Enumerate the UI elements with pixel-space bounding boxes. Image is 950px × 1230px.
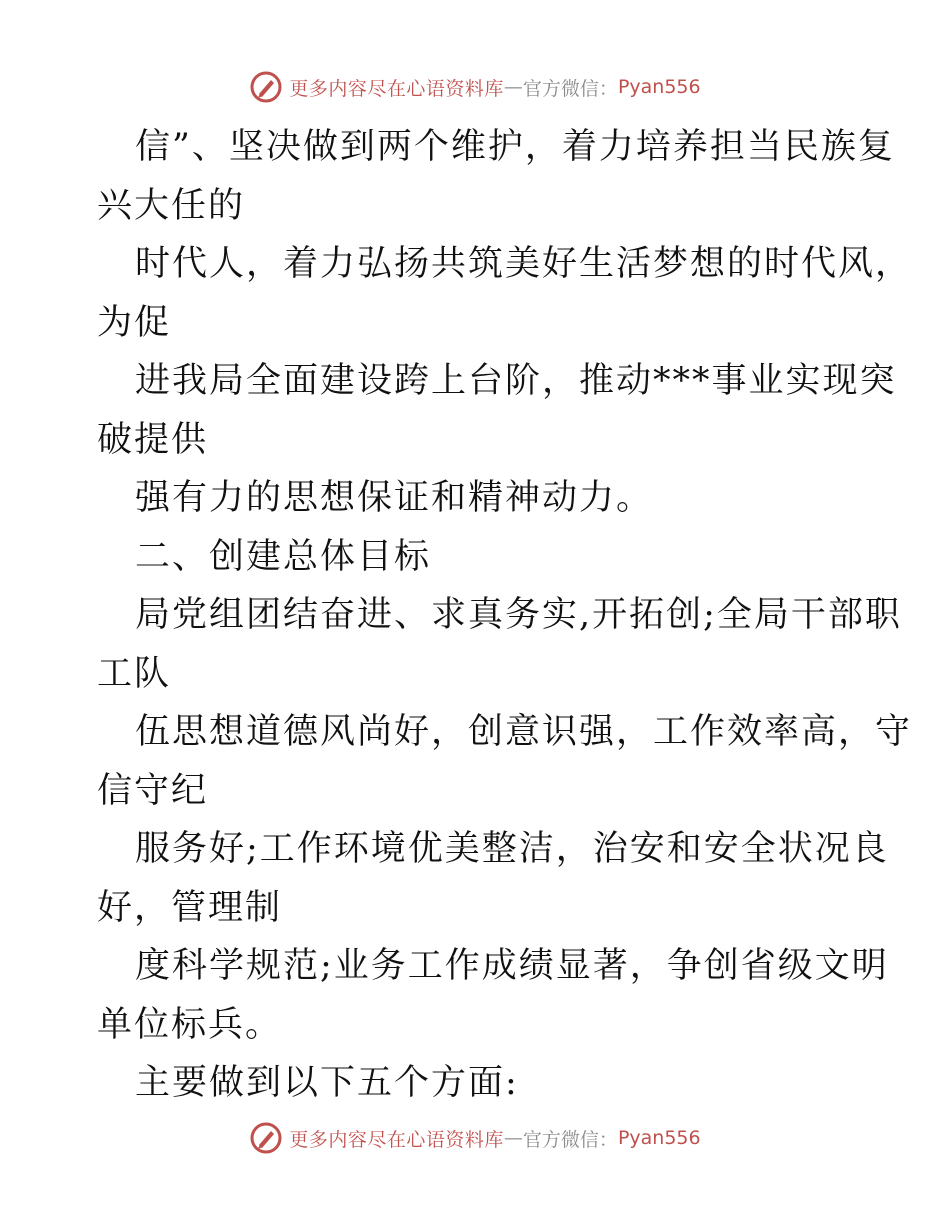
watermark-wechat-id: Pyan556: [617, 1127, 701, 1149]
text-line: 局党组团结奋进、求真务实,开拓创;全局干部职: [135, 595, 902, 635]
text-line: 破提供: [97, 419, 209, 460]
text-line: 信守纪: [97, 770, 209, 811]
text-line: 为促: [97, 302, 172, 343]
text-line: 强有力的思想保证和精神动力。: [135, 478, 654, 518]
watermark-text: 更多内容尽在心语资料库: [289, 1128, 504, 1151]
document-body: [97, 118, 913, 1113]
text-line: 好，管理制: [97, 887, 283, 928]
text-line: 服务好;工作环境优美整洁，治安和安全状况良: [135, 829, 889, 869]
text-line: 工队: [97, 653, 172, 694]
text-line: 进我局全面建设跨上台阶，推动***事业实现突: [135, 361, 897, 401]
watermark-wechat-id: Pyan556: [617, 76, 701, 98]
section-heading: 二、创建总体目标: [135, 536, 432, 577]
text-line: 度科学规范;业务工作成绩显著，争创省级文明: [135, 946, 889, 986]
pen-circle-logo-icon: [249, 1121, 283, 1155]
watermark-wechat-label: 官方微信：: [522, 1128, 618, 1151]
text-line: 单位标兵。: [97, 1004, 283, 1045]
text-line: 兴大任的: [97, 185, 246, 226]
watermark-wechat-label: 官方微信：: [522, 77, 618, 100]
text-line: 伍思想道德风尚好，创意识强，工作效率高，守: [135, 712, 913, 752]
footer-watermark: [0, 1121, 950, 1155]
watermark-dash: —: [503, 76, 523, 98]
text-line: 时代人，着力弘扬共筑美好生活梦想的时代风，: [135, 244, 913, 284]
watermark-text: 更多内容尽在心语资料库: [289, 77, 504, 100]
header-watermark: [0, 70, 950, 104]
watermark-dash: —: [503, 1127, 523, 1149]
text-line: 主要做到以下五个方面:: [135, 1063, 519, 1103]
pen-circle-logo-icon: [249, 70, 283, 104]
text-line: 信”、坚决做到两个维护，着力培养担当民族复: [135, 127, 895, 167]
